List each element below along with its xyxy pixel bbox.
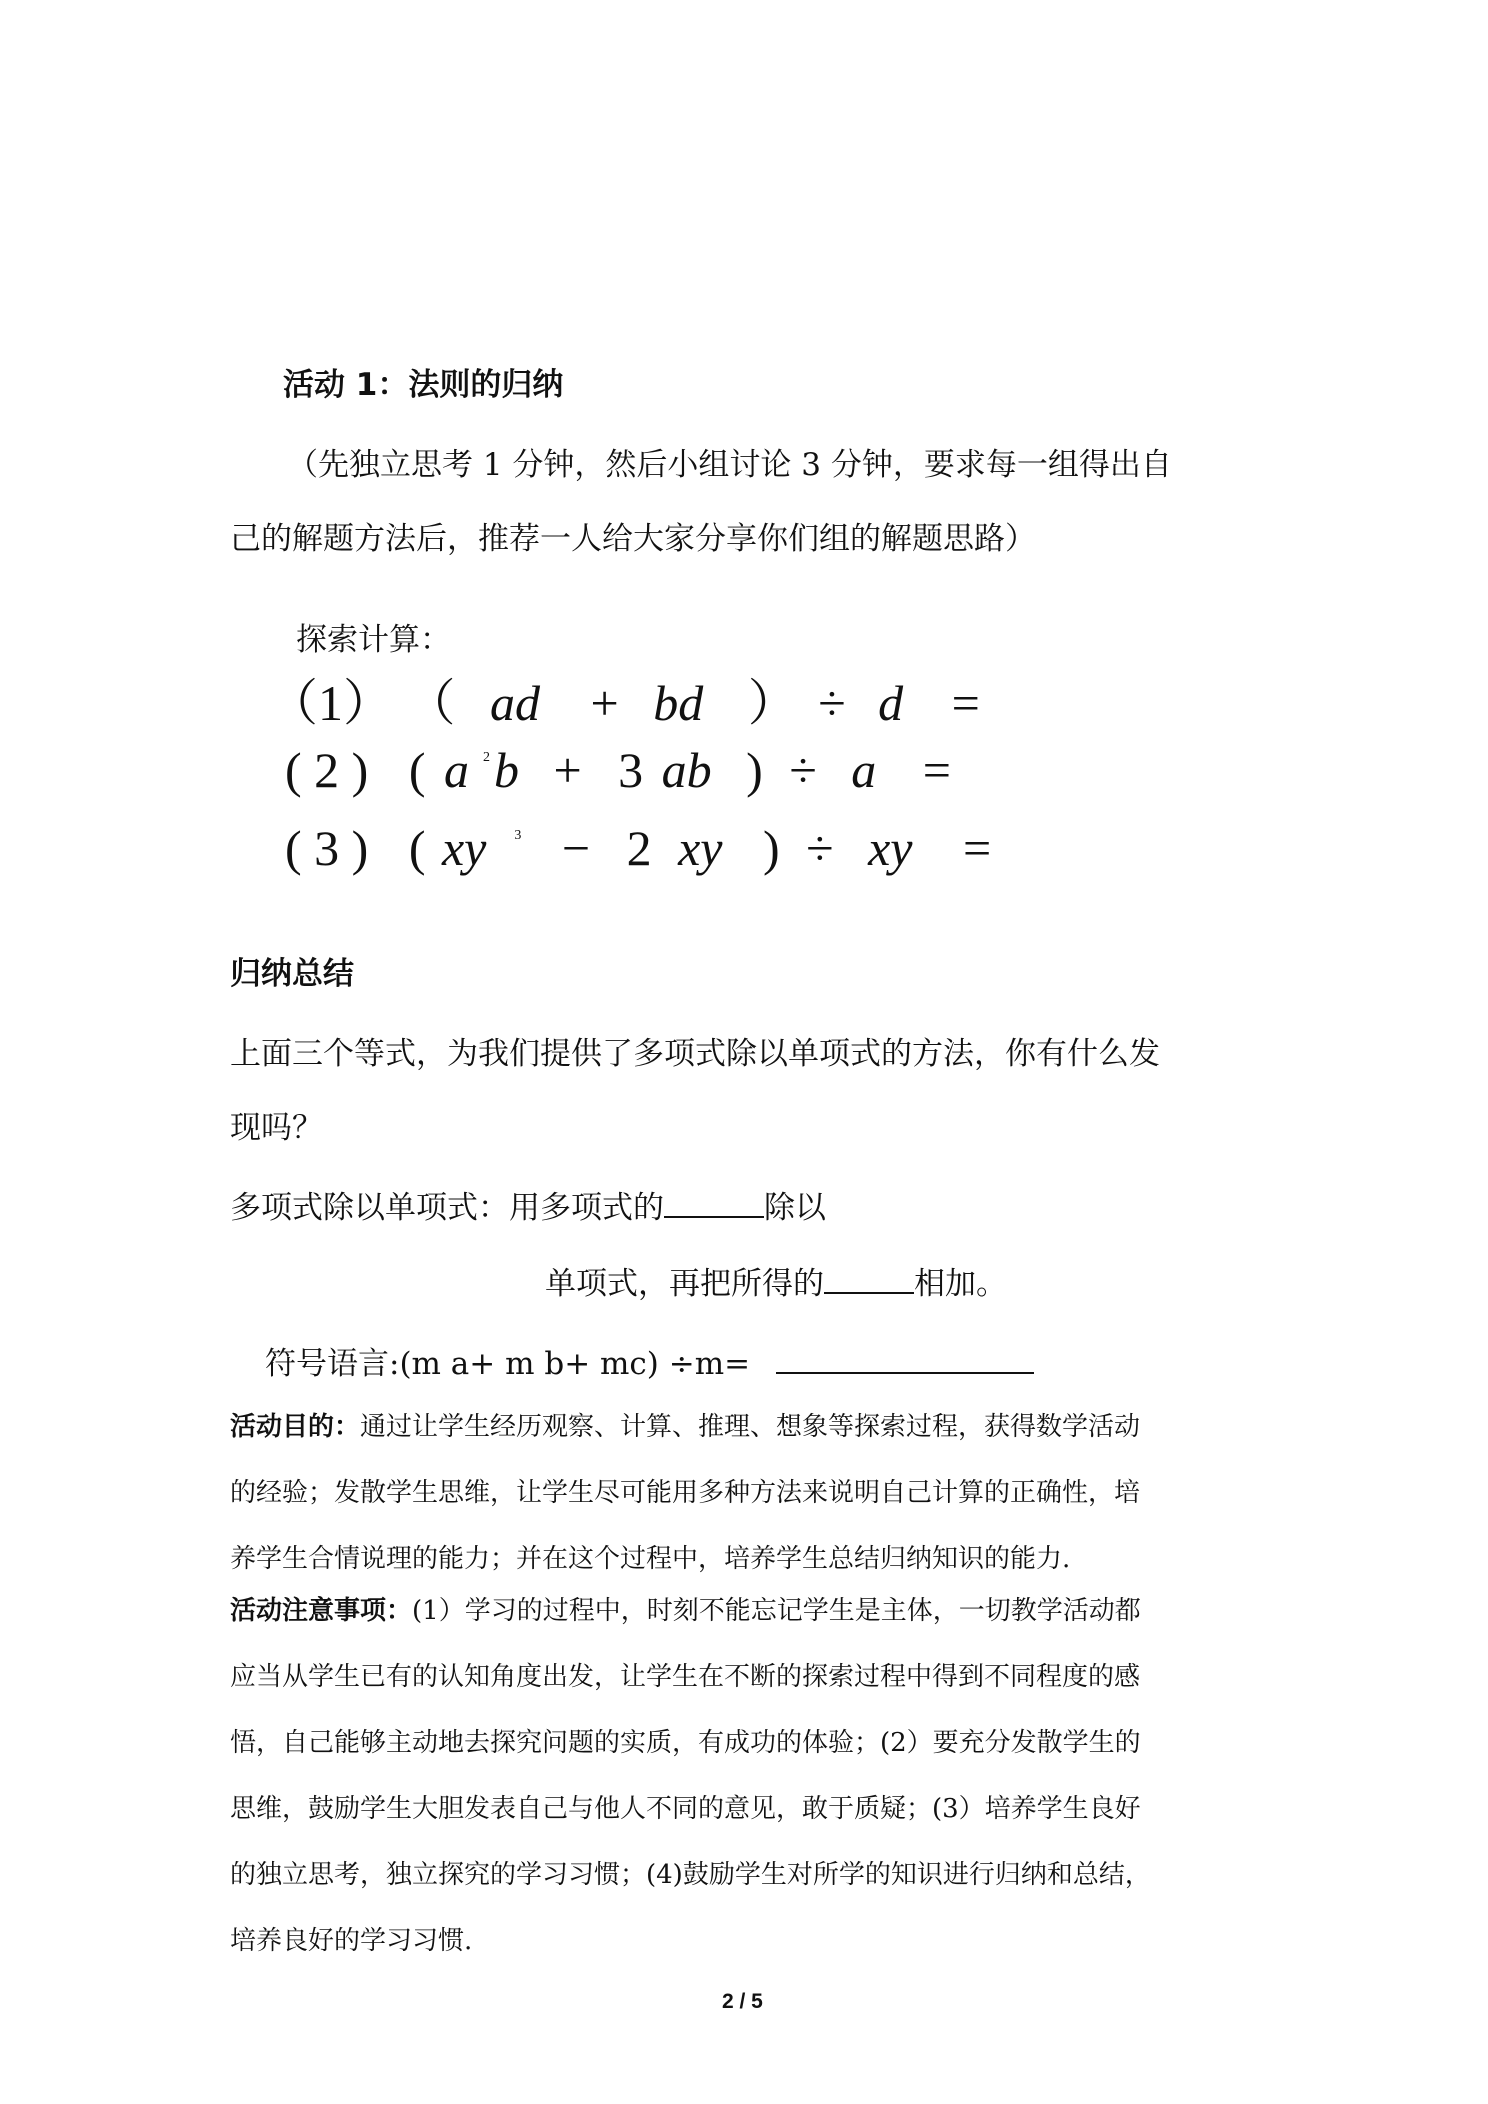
- rule-part-4: 相加。: [914, 1266, 1007, 1302]
- eq1-equals: =: [951, 675, 980, 731]
- explore-label: 探索计算：: [296, 622, 451, 658]
- eq3-close: ): [762, 820, 780, 876]
- notes-line-1: [230, 1590, 1141, 1627]
- rule-part-3: 单项式，再把所得的: [545, 1266, 824, 1302]
- rule-part-2: 除以: [764, 1190, 826, 1226]
- intro-line-2: 己的解题方法后，推荐一人给大家分享你们组的解题思路）: [230, 521, 1036, 557]
- eq3-minus: −: [561, 820, 591, 876]
- rule-blank-1[interactable]: [664, 1215, 764, 1218]
- intro-line-1: （先独立思考 1 分钟，然后小组讨论 3 分钟，要求每一组得出自: [287, 447, 1172, 483]
- eq3-divisor: xy: [868, 820, 913, 876]
- eq3-exponent: 3: [514, 828, 522, 843]
- rule-line-1: [230, 1182, 826, 1227]
- eq1-term2: bd: [653, 675, 704, 731]
- eq1-div: ÷: [818, 675, 846, 731]
- eq1-plus: +: [590, 675, 619, 731]
- eq3-open: (: [408, 820, 426, 876]
- eq2-term2: ab: [661, 742, 712, 798]
- notes-text-1: (1）学习的过程中，时刻不能忘记学生是主体，一切教学活动都: [412, 1596, 1141, 1626]
- eq3-term2: xy: [678, 820, 723, 876]
- eq2-divisor: a: [851, 742, 877, 798]
- summary-heading: 归纳总结: [230, 956, 354, 992]
- symbol-line: [265, 1338, 1034, 1383]
- eq1-label: （1）: [268, 675, 393, 731]
- eq1-close: ）: [747, 675, 798, 731]
- equation-3: [285, 819, 991, 877]
- purpose-line-3: 养学生合情说理的能力；并在这个过程中，培养学生总结归纳知识的能力.: [230, 1544, 1071, 1574]
- purpose-label: 活动目的：: [230, 1412, 361, 1442]
- eq2-plus: +: [553, 742, 582, 798]
- purpose-line-2: 的经验；发散学生思维，让学生尽可能用多种方法来说明自己计算的正确性，培: [230, 1478, 1141, 1508]
- purpose-text-1: 通过让学生经历观察、计算、推理、想象等探索过程，获得数学活动: [360, 1412, 1141, 1442]
- page-number: 2 / 5: [722, 1990, 763, 2013]
- eq2-term1-b: b: [493, 742, 519, 798]
- eq2-div: ÷: [789, 742, 817, 798]
- notes-line-6: 培养良好的学习习惯.: [230, 1926, 473, 1956]
- equation-1: [268, 663, 980, 735]
- rule-blank-2[interactable]: [824, 1291, 914, 1294]
- eq1-divisor: d: [878, 675, 904, 731]
- eq3-term1: xy: [441, 820, 487, 876]
- notes-line-5: 的独立思考，独立探究的学习习惯；(4)鼓励学生对所学的知识进行归纳和总结，: [230, 1860, 1151, 1890]
- eq3-label: ( 3 ): [285, 820, 369, 876]
- equation-2: [285, 741, 951, 799]
- eq2-coef: 3: [618, 742, 644, 798]
- eq2-label: ( 2 ): [285, 742, 369, 798]
- eq2-term1-a: a: [443, 742, 469, 798]
- activity-heading: 活动 1：法则的归纳: [283, 367, 564, 403]
- rule-line-2: [545, 1258, 1007, 1303]
- eq2-close: ): [746, 742, 763, 798]
- notes-line-3: 悟，自己能够主动地去探究问题的实质，有成功的体验；(2）要充分发散学生的: [230, 1728, 1141, 1758]
- eq1-term1: ad: [490, 675, 540, 731]
- eq3-div: ÷: [806, 820, 834, 876]
- rule-part-1: 多项式除以单项式：用多项式的: [230, 1190, 664, 1226]
- purpose-line-1: [230, 1406, 1140, 1443]
- eq3-coef: 2: [626, 820, 652, 876]
- symbol-label: 符号语言:(m a+ m b+ mc) ÷m=: [265, 1346, 751, 1382]
- notes-label: 活动注意事项：: [230, 1596, 413, 1626]
- notes-line-2: 应当从学生已有的认知角度出发，让学生在不断的探索过程中得到不同程度的感: [230, 1662, 1141, 1692]
- notes-line-4: 思维，鼓励学生大胆发表自己与他人不同的意见，敢于质疑；(3）培养学生良好: [230, 1794, 1141, 1824]
- eq2-open: (: [408, 742, 426, 798]
- eq3-equals: =: [962, 820, 992, 876]
- summary-line-1: 上面三个等式，为我们提供了多项式除以单项式的方法，你有什么发: [230, 1036, 1160, 1072]
- eq2-exponent: 2: [482, 750, 490, 765]
- eq1-open: （: [405, 675, 456, 731]
- symbol-blank[interactable]: [776, 1371, 1034, 1374]
- eq2-equals: =: [922, 742, 951, 798]
- summary-line-2: 现吗？: [230, 1110, 323, 1146]
